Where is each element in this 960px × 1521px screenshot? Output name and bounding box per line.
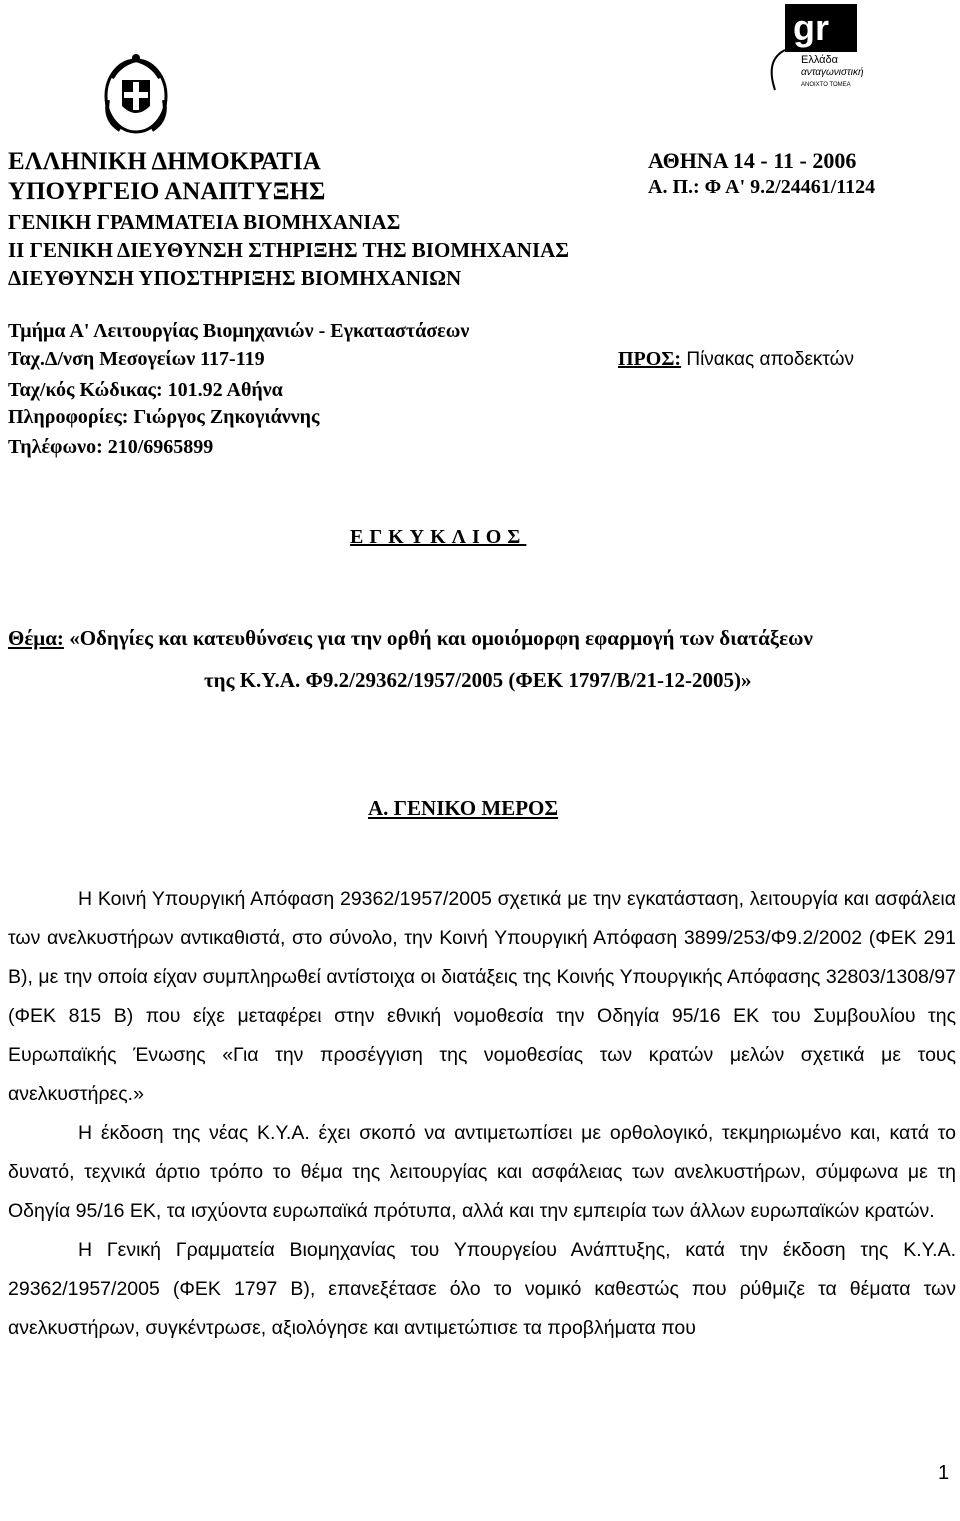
org-line-2: ΥΠΟΥΡΓΕΙΟ ΑΝΑΠΤΥΞΗΣ [8,178,326,205]
subject-line-1 [8,626,813,651]
logo-text-1: Ελλάδα [801,54,839,66]
greece-competitive-logo [745,0,885,98]
address: Ταχ.Δ/νση Μεσογείων 117-119 [8,348,265,370]
subject-line-2: της Κ.Υ.Α. Φ9.2/29362/1957/2005 (ΦΕΚ 1797/Β/21-12-2005)» [204,668,752,692]
org-line-3: ΓΕΝΙΚΗ ΓΡΑΜΜΑΤΕΙΑ ΒΙΟΜΗΧΑΝΙΑΣ [8,210,401,234]
subject-text-1: «Οδηγίες και κατευθύνσεις για την ορθή και ομοιόμορφη εφαρμογή των διατάξεων [63,626,813,650]
paragraph-1: Η Κοινή Υπουργική Απόφαση 29362/1957/2005 σχετικά με την εγκατάσταση, λειτουργία και ασφάλεια των ανελκυστήρων αντικαθιστά, στο σύνολο, την Κοινή Υπουργική Απόφαση 3899/253/Φ9.2/2002 (ΦΕΚ 291 Β), με την οποία είχαν συμπληρωθεί αντίστοιχα οι διατάξεις της Κοινής Υπουργικής Απόφασης 32803/1308/97 (ΦΕΚ 815 Β) που είχε μεταφέρει στην εθνική νομοθεσία την Οδηγία 95/16 ΕΚ του Συμβουλίου της Ευρωπαϊκής Ένωσης «Για την προσέγγιση της νομοθεσίας των κρατών μελών σχετικά με τους ανελκυστήρες.» [8,888,956,1105]
subject-label: Θέμα: [8,626,64,650]
section-heading: Α. ΓΕΝΙΚΟ ΜΕΡΟΣ [368,796,559,820]
contact-info: Πληροφορίες: Γιώργος Ζηκογιάννης [8,406,320,428]
logo-text-3: ΑΝΟΙΧΤΟ ΤΟΜΕΑ [801,82,851,88]
org-line-5: ΔΙΕΥΘΥΝΣΗ ΥΠΟΣΤΗΡΙΞΗΣ ΒΙΟΜΗΧΑΝΙΩΝ [8,266,462,290]
logo-text-2: ανταγωνιστική [801,67,864,78]
protocol-number: Α. Π.: Φ Α' 9.2/24461/1124 [648,176,876,198]
department: Τμήμα Α' Λειτουργίας Βιομηχανιών - Εγκαταστάσεων [8,320,470,342]
document-date: ΑΘΗΝΑ 14 - 11 - 2006 [648,148,857,173]
phone: Τηλέφωνο: 210/6965899 [8,436,214,458]
recipient-value: Πίνακας αποδεκτών [681,349,854,370]
svg-text:gr: gr [793,7,829,48]
page-number: 1 [938,1462,950,1484]
recipient-label: ΠΡΟΣ: [618,348,682,370]
greek-coat-of-arms-icon [100,50,172,138]
recipient [618,348,854,371]
paragraph-3: Η Γενική Γραμματεία Βιομηχανίας του Υπουργείου Ανάπτυξης, κατά την έκδοση της Κ.Υ.Α. 29362/1957/2005 (ΦΕΚ 1797 Β), επανεξέτασε όλο το νομικό καθεστώς που ρύθμιζε τα θέματα των ανελκυστήρων, συγκέντρωσε, αξιολόγησε και αντιμετώπισε τα προβλήματα που [8,1239,956,1339]
paragraph-2: Η έκδοση της νέας Κ.Υ.Α. έχει σκοπό να αντιμετωπίσει με ορθολογικό, τεκμηριωμένο και, κατά το δυνατό, τεχνικά άρτιο τρόπο το θέμα της λειτουργίας και ασφάλειας των ανελκυστήρων, σύμφωνα με τη Οδηγία 95/16 ΕΚ, τα ισχύοντα ευρωπαϊκά πρότυπα, αλλά και την εμπειρία των άλλων ευρωπαϊκών κρατών. [8,1122,956,1222]
document-title: ΕΓΚΥΚΛΙΟΣ [350,526,527,548]
org-line-4: ΙΙ ΓΕΝΙΚΗ ΔΙΕΥΘΥΝΣΗ ΣΤΗΡΙΞΗΣ ΤΗΣ ΒΙΟΜΗΧΑΝΙΑΣ [8,238,570,262]
org-line-1: ΕΛΛΗΝΙΚΗ ΔΗΜΟΚΡΑΤΙΑ [8,148,321,175]
body-text [8,880,956,1348]
postal-code: Ταχ/κός Κώδικας: 101.92 Αθήνα [8,379,283,401]
